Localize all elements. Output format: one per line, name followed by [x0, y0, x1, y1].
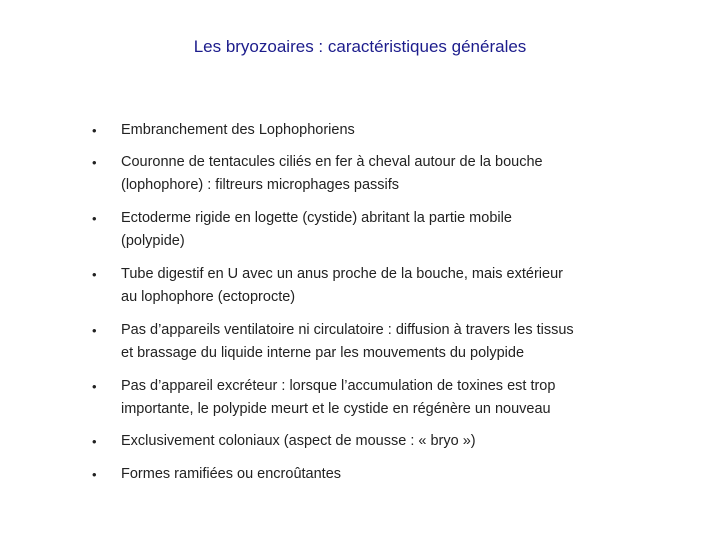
bullet-text: Embranchement des Lophophoriens — [121, 122, 355, 138]
bullet-text: Pas d’appareils ventilatoire ni circulatoire : diffusion à travers les tissus et brassage du liquide interne par les mouvements du polypide — [121, 322, 574, 361]
bullet-dot: • — [92, 467, 97, 482]
slide-title: Les bryozoaires : caractéristiques générales — [193, 37, 527, 56]
bullet-text: Pas d’appareil excréteur : lorsque l’accumulation de toxines est trop importante, le polypide meurt et le cystide en régénère un nouveau — [121, 378, 556, 417]
bullet-text: Tube digestif en U avec un anus proche de la bouche, mais extérieur au lophophore (ectoprocte) — [121, 266, 563, 305]
bullet-text: Ectoderme rigide en logette (cystide) abritant la partie mobile (polypide) — [121, 210, 512, 249]
bullet-dot: • — [92, 379, 97, 394]
bullet-dot: • — [92, 323, 97, 338]
bullet-dot: • — [92, 211, 97, 226]
bullet-dot: • — [92, 434, 97, 449]
bullet-dot: • — [92, 123, 97, 138]
bullet-text: Couronne de tentacules ciliés en fer à cheval autour de la bouche (lophophore) : filtreurs microphages passifs — [121, 154, 543, 193]
bullet-text: Formes ramifiées ou encroûtantes — [121, 466, 342, 482]
bullet-text: Exclusivement coloniaux (aspect de mousse : « bryo ») — [121, 433, 476, 449]
bullet-dot: • — [92, 155, 97, 170]
bullet-dot: • — [92, 267, 97, 282]
